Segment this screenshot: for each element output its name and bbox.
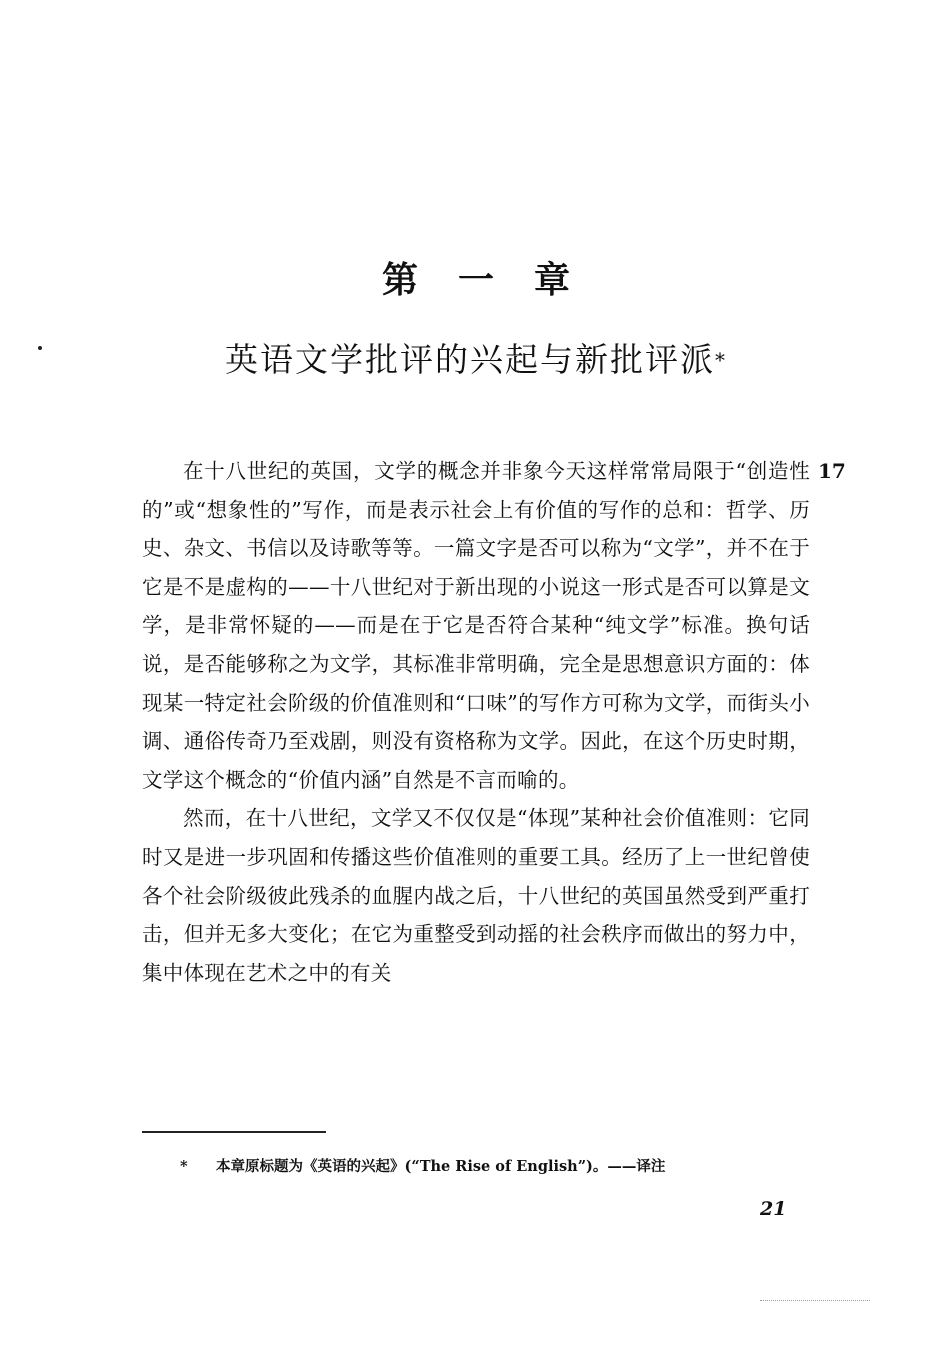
page-number: 21 (760, 1198, 787, 1220)
paragraph-1: 在十八世纪的英国，文学的概念并非象今天这样常常局限于“创造性的”或“想象性的”写作，而是表示社会上有价值的写作的总和：哲学、历史、杂文、书信以及诗歌等等。一篇文字是否可以称为“文学”，并不在于它是不是虚构的——十八世纪对于新出现的小说这一形式是否可以算是文学，是非常怀疑的——而是在于它是否符合某种“纯文学”标准。换句话说，是否能够称之为文学，其标准非常明确，完全是思想意识方面的：体现某一特定社会阶级的价值准则和“口味”的写作方可称为文学，而街头小调、通俗传奇乃至戏剧，则没有资格称为文学。因此，在这个历史时期，文学这个概念的“价值内涵”自然是不言而喻的。 (142, 459, 810, 792)
title-footnote-mark: * (715, 348, 727, 372)
body-text (142, 452, 810, 992)
paragraph-2: 然而，在十八世纪，文学又不仅仅是“体现”某种社会价值准则：它同时又是进一步巩固和传播这些价值准则的重要工具。经历了上一世纪曾使各个社会阶级彼此残杀的血腥内战之后，十八世纪的英国虽然受到严重打击，但并无多大变化；在它为重整受到动摇的社会秩序而做出的努力中，集中体现在艺术之中的有关 (142, 806, 810, 985)
scan-speck (38, 346, 42, 350)
chapter-number: 第一章 (381, 259, 610, 301)
footnote (180, 1156, 665, 1178)
chapter-title (0, 332, 952, 388)
scan-artifact (760, 1300, 870, 1303)
footnote-mark: * (180, 1158, 188, 1175)
margin-page-reference: 17 (818, 459, 846, 483)
chapter-title-text: 英语文学批评的兴起与新批评派 (225, 340, 715, 379)
footnote-text: 本章原标题为《英语的兴起》(“The Rise of English”)。——译注 (216, 1158, 666, 1175)
footnote-divider (142, 1131, 326, 1133)
